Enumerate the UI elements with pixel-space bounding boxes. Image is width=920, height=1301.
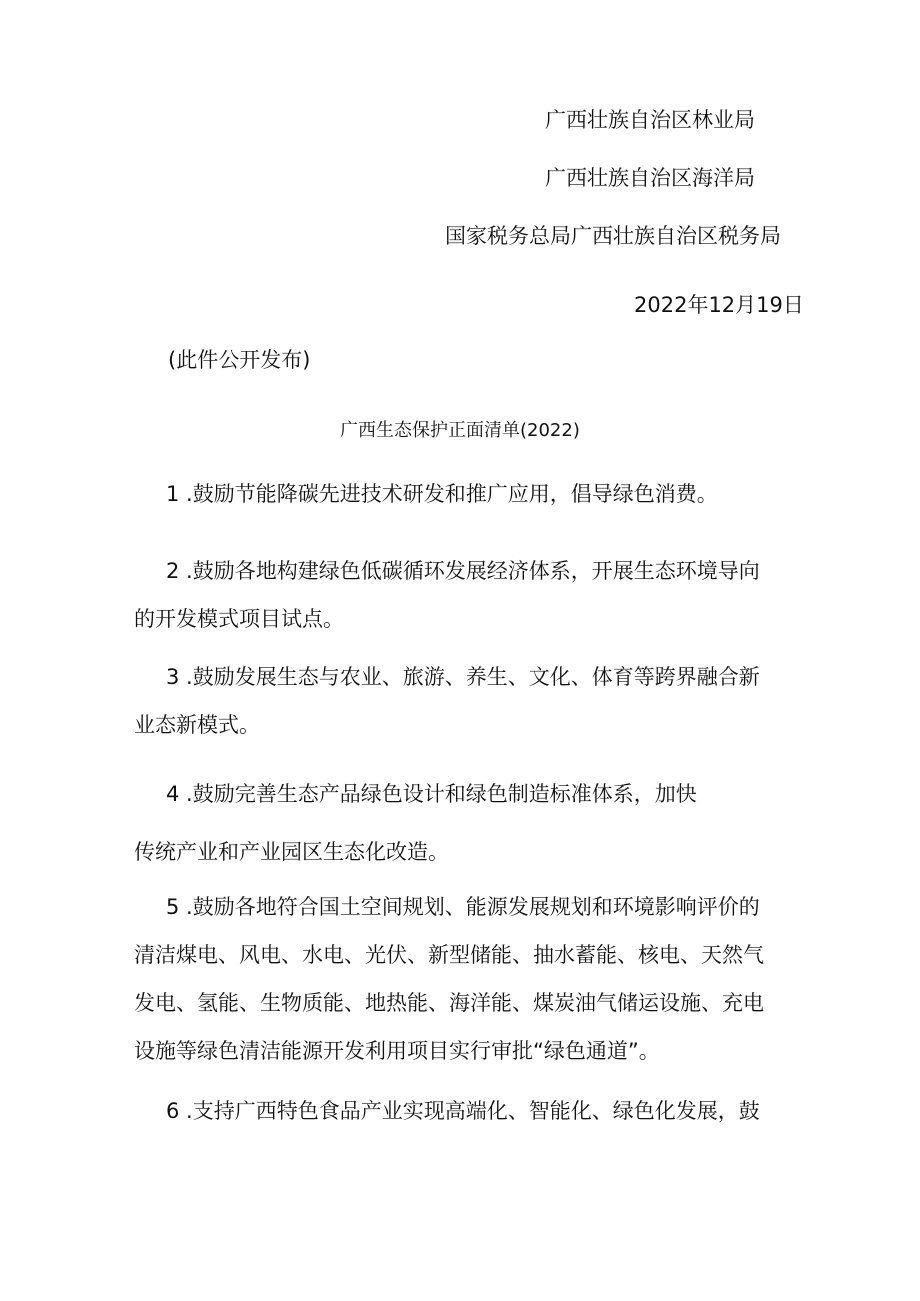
item-2-line-2: 的开发模式项目试点。 <box>134 607 344 631</box>
item-5-line-3: 发电、氢能、生物质能、地热能、海洋能、煤炭油气储运设施、充电 <box>134 991 764 1015</box>
item-5-line-4: 设施等绿色清洁能源开发利用项目实行审批“绿色通道”。 <box>134 1039 660 1063</box>
document-date: 2022年12月19日 <box>634 293 804 317</box>
item-2-line-1: 2 .鼓励各地构建绿色低碳循环发展经济体系，开展生态环境导向 <box>166 559 760 583</box>
signatory-ocean-bureau: 广西壮族自治区海洋局 <box>545 166 755 190</box>
publish-note: (此件公开发布) <box>168 348 311 372</box>
signatory-tax-bureau: 国家税务总局广西壮族自治区税务局 <box>445 224 781 248</box>
item-4-line-2: 传统产业和产业园区生态化改造。 <box>134 840 449 864</box>
item-4-line-1: 4 .鼓励完善生态产品绿色设计和绿色制造标准体系，加快 <box>166 782 697 806</box>
signatory-forestry-bureau: 广西壮族自治区林业局 <box>545 108 755 132</box>
item-5-line-2: 清洁煤电、风电、水电、光伏、新型储能、抽水蓄能、核电、天然气 <box>134 943 764 967</box>
list-title: 广西生态保护正面清单(2022) <box>340 420 580 441</box>
item-3-line-2: 业态新模式。 <box>134 713 260 737</box>
item-3-line-1: 3 .鼓励发展生态与农业、旅游、养生、文化、体育等跨界融合新 <box>166 665 760 689</box>
item-5-line-1: 5 .鼓励各地符合国土空间规划、能源发展规划和环境影响评价的 <box>166 895 760 919</box>
item-6-line-1: 6 .支持广西特色食品产业实现高端化、智能化、绿色化发展，鼓 <box>166 1099 760 1123</box>
item-1-line-1: 1 .鼓励节能降碳先进技术研发和推广应用，倡导绿色消费。 <box>166 482 718 506</box>
